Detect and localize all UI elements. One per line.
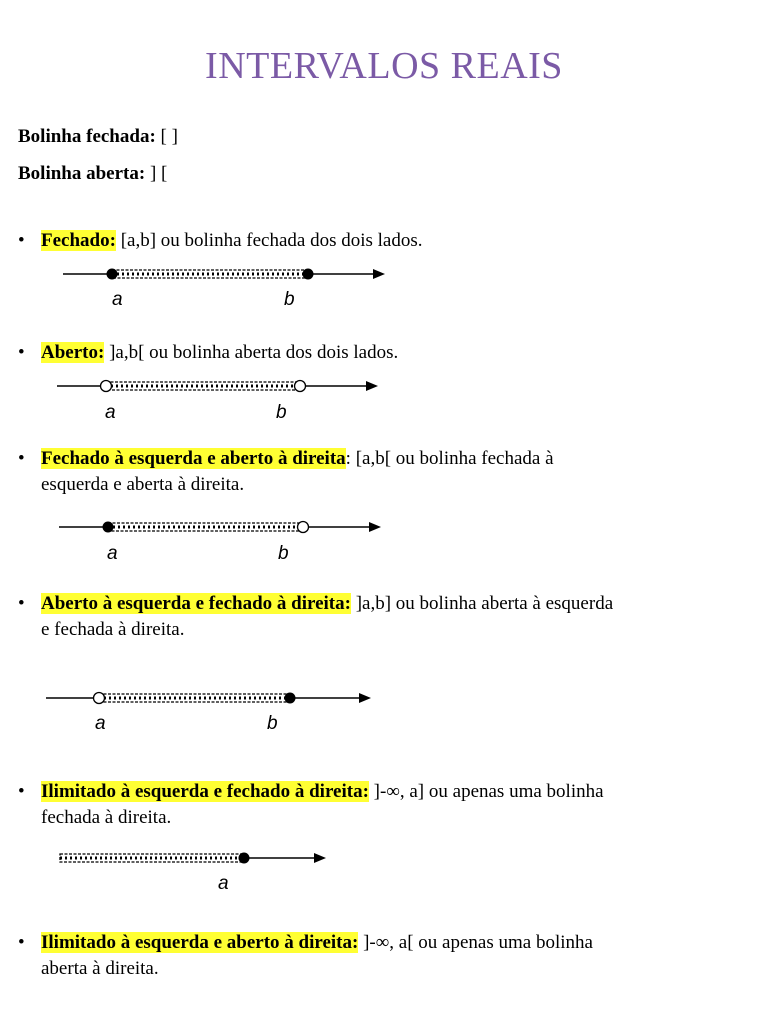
point-label-b: b	[278, 543, 289, 564]
interval-term: Ilimitado à esquerda e fechado à direita:	[41, 781, 369, 802]
interval-description: [a,b] ou bolinha fechada dos dois lados.	[115, 230, 423, 251]
open-dot-icon	[101, 381, 112, 392]
legend-open	[18, 163, 167, 185]
legend-open-label: Bolinha aberta:	[18, 163, 146, 184]
legend-open-symbol: ] [	[149, 163, 168, 184]
interval-description: : [a,b[ ou bolinha fechada à	[345, 448, 554, 469]
closed-dot-icon	[107, 269, 118, 280]
closed-dot-icon	[239, 853, 250, 864]
legend-closed	[18, 126, 178, 148]
open-dot-icon	[295, 381, 306, 392]
interval-term: Aberto:	[41, 342, 105, 363]
interval-description-cont: fechada à direita.	[41, 807, 172, 828]
interval-description-cont: aberta à direita.	[41, 958, 159, 979]
interval-description-cont: esquerda e aberta à direita.	[41, 474, 245, 495]
bullet-icon: •	[18, 448, 25, 469]
number-line-unbounded-closed	[0, 839, 768, 899]
arrow-icon	[366, 381, 378, 391]
interval-term: Aberto à esquerda e fechado à direita:	[41, 593, 351, 614]
closed-dot-icon	[303, 269, 314, 280]
arrow-icon	[359, 693, 371, 703]
interval-item-open-closed	[18, 591, 748, 643]
bullet-icon: •	[18, 342, 25, 363]
interval-term: Ilimitado à esquerda e aberto à direita:	[41, 932, 359, 953]
number-line-closed	[0, 255, 768, 315]
interval-description-cont: e fechada à direita.	[41, 619, 185, 640]
interval-term: Fechado à esquerda e aberto à direita	[41, 448, 346, 469]
arrow-icon	[373, 269, 385, 279]
interval-description: ]a,b] ou bolinha aberta à esquerda	[350, 593, 614, 614]
interval-item-closed	[18, 228, 748, 254]
legend-closed-symbol: [ ]	[160, 126, 178, 147]
bullet-icon: •	[18, 932, 25, 953]
point-label-a: a	[107, 543, 118, 564]
bullet-icon: •	[18, 781, 25, 802]
interval-item-open	[18, 340, 748, 366]
interval-term: Fechado:	[41, 230, 116, 251]
point-label-a: a	[95, 713, 106, 734]
point-label-b: b	[276, 402, 287, 423]
arrow-icon	[369, 522, 381, 532]
bullet-icon: •	[18, 593, 25, 614]
open-dot-icon	[94, 693, 105, 704]
interval-item-unbounded-closed	[18, 779, 748, 831]
number-line-open-closed	[0, 679, 768, 739]
point-label-b: b	[267, 713, 278, 734]
number-line-open	[0, 367, 768, 427]
interval-description: ]-∞, a] ou apenas uma bolinha	[368, 781, 604, 802]
arrow-icon	[314, 853, 326, 863]
interval-item-unbounded-open	[18, 930, 748, 982]
point-label-a: a	[218, 873, 229, 894]
closed-dot-icon	[285, 693, 296, 704]
bullet-icon: •	[18, 230, 25, 251]
number-line-closed-open	[0, 508, 768, 568]
page-title: INTERVALOS REAIS	[205, 45, 563, 87]
open-dot-icon	[298, 522, 309, 533]
point-label-a: a	[112, 289, 123, 310]
interval-item-closed-open	[18, 446, 748, 498]
interval-description: ]a,b[ ou bolinha aberta dos dois lados.	[104, 342, 399, 363]
point-label-b: b	[284, 289, 295, 310]
closed-dot-icon	[103, 522, 114, 533]
legend-closed-label: Bolinha fechada:	[18, 126, 156, 147]
interval-description: ]-∞, a[ ou apenas uma bolinha	[358, 932, 593, 953]
point-label-a: a	[105, 402, 116, 423]
